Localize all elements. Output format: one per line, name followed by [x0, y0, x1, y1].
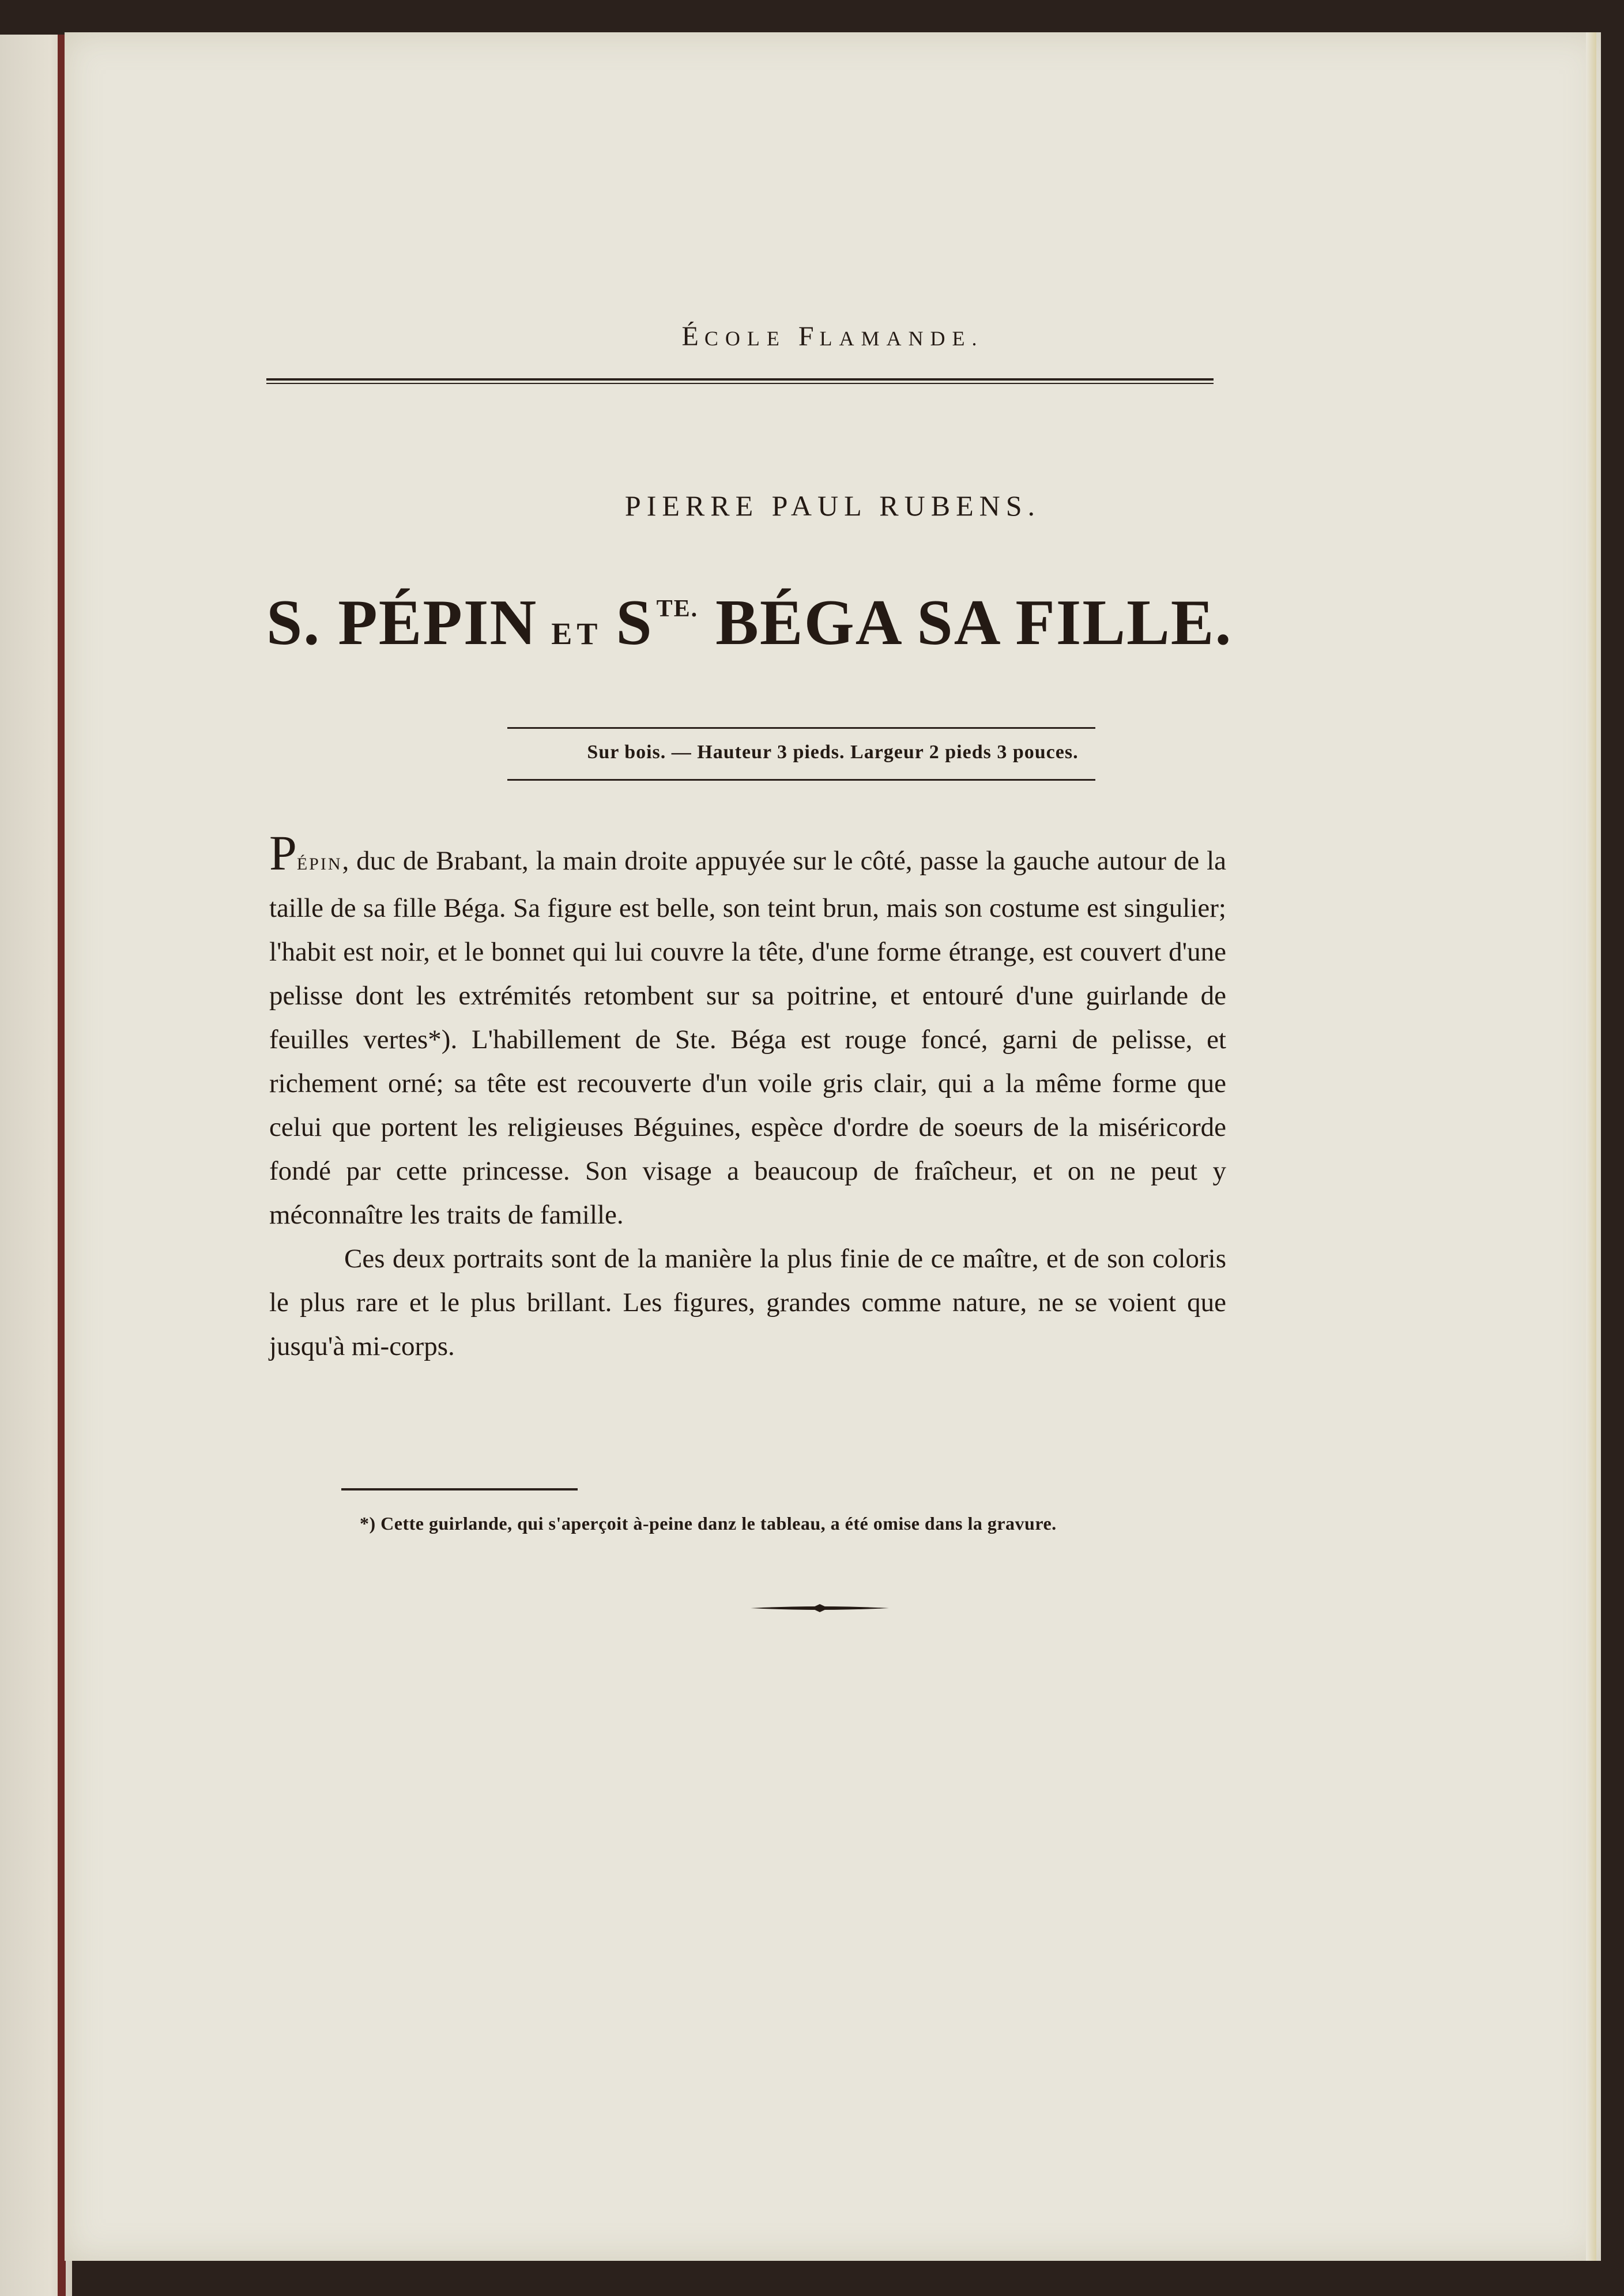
paragraph-1-text: , duc de Brabant, la main droite appuyée sur le côté, passe la gauche autour de la taille de sa fille Béga. Sa figure est belle, son teint brun, mais son costume est singulier; l'habit est noir, et le bonnet qui lui couvre la tête, d'une forme étrange, est couvert d'une pelisse dont les extrémités retombent sur sa poitrine, et entouré d'une guirlande de feuilles vertes*). L'habillement de Ste. Béga est rouge foncé, garni de pelisse, et richement orné; sa tête est recouverte d'un voile gris clair, qui a la même forme que celui que portent les religieuses Béguines, espèce d'ordre de soeurs de la miséricorde fondé par cette princesse. Son visage a beaucoup de fraîcheur, et on ne peut y méconnaître les traits de famille. [269, 846, 1226, 1230]
title-ste: S [616, 587, 653, 658]
description-text [269, 825, 1226, 1368]
school-initial-2: F [798, 321, 820, 352]
dimensions-rule-bottom [507, 779, 1095, 781]
school-rest-1: COLE [704, 327, 798, 350]
page-edge-shadow [1586, 32, 1596, 2261]
paragraph-2: Ces deux portraits sont de la manière la plus finie de ce maître, et de son coloris le plus rare et le plus brillant. Les figures, grandes comme nature, ne se voient que jusqu'à mi-corps. [269, 1244, 1226, 1361]
title-et: ET [551, 616, 602, 651]
school-initial-1: É [681, 321, 704, 352]
school-rest-2: LAMANDE. [819, 327, 984, 350]
pepin-small-caps: ÉPIN [296, 855, 342, 874]
artist-name: PIERRE PAUL RUBENS. [624, 490, 1041, 522]
paragraph-1 [269, 825, 1226, 1237]
end-ornament [751, 1599, 889, 1617]
drop-cap: P [269, 825, 297, 880]
footnote-rule [341, 1488, 578, 1490]
header-double-rule [266, 378, 1214, 384]
title-part-2: BÉGA SA FILLE. [715, 587, 1233, 658]
footnote: *) Cette guirlande, qui s'aperçoit à-peine danz le tableau, a été omise dans la gravure. [360, 1513, 1057, 1534]
title-ste-sup: TE. [656, 596, 699, 622]
book-page [65, 32, 1601, 2261]
dimensions-rule-top [507, 727, 1095, 729]
school-header [65, 321, 1601, 352]
title-part-1: S. PÉPIN [266, 587, 538, 658]
dimensions-line: Sur bois. — Hauteur 3 pieds. Largeur 2 pieds 3 pouces. [587, 742, 1079, 763]
artwork-title [266, 586, 1233, 660]
